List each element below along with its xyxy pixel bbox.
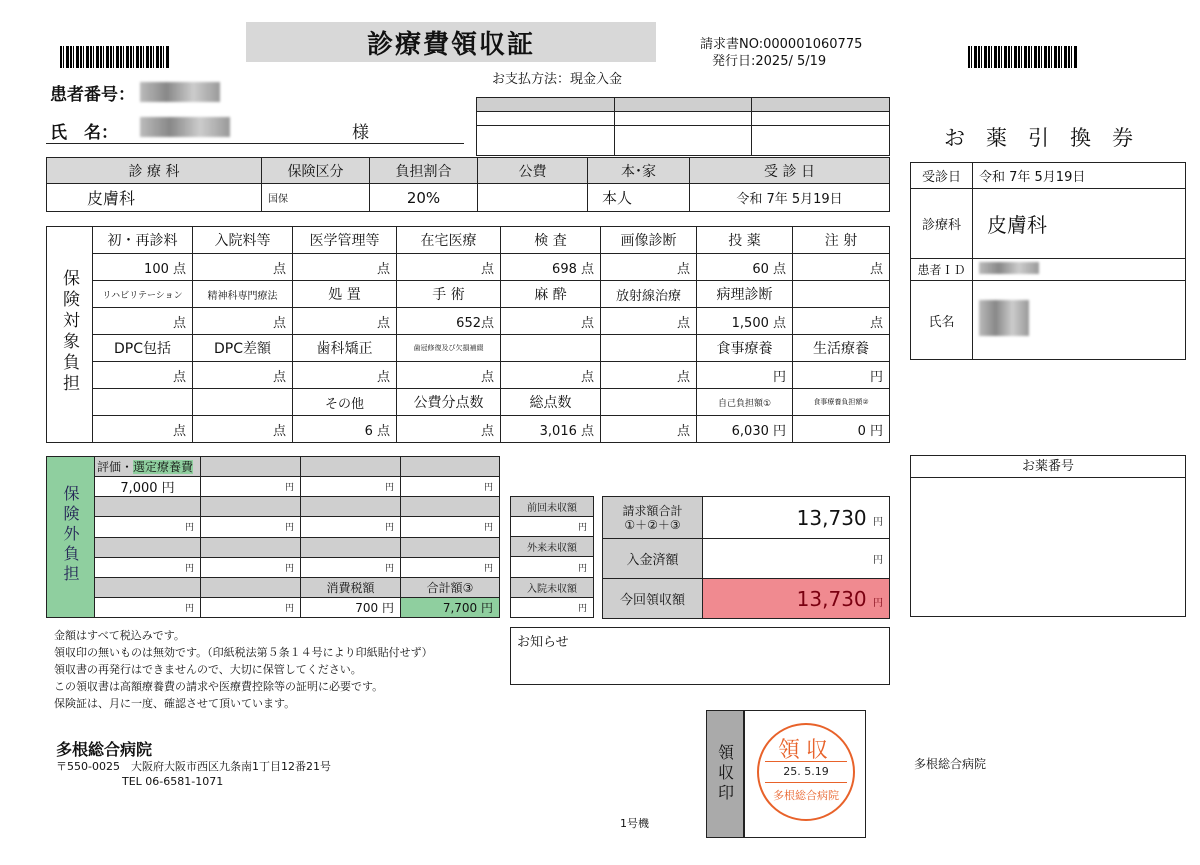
stamp-label: 領収印 xyxy=(706,710,744,838)
tax-value: 700 円 xyxy=(301,597,401,617)
point-value: 点 xyxy=(193,254,293,281)
point-value: 点 xyxy=(397,254,501,281)
insured-table xyxy=(46,226,890,443)
voucher-date-label: 受診日 xyxy=(911,163,973,189)
point-value: 点 xyxy=(397,416,501,443)
outpatient-arrears-label: 外来未収額 xyxy=(511,537,594,557)
received-label: 今回領収額 xyxy=(603,579,703,619)
point-value: 点 xyxy=(193,308,293,335)
voucher-title: お 薬 引 換 券 xyxy=(944,126,1133,150)
category-label: その他 xyxy=(293,389,397,416)
info-header: 受 診 日 xyxy=(690,158,890,184)
category-label xyxy=(793,281,890,308)
issue-date: 発行日:2025/ 5/19 xyxy=(712,54,827,69)
category-label: 画像診断 xyxy=(601,227,697,254)
burden-ratio: 20% xyxy=(370,184,478,212)
category-label: 自己負担額① xyxy=(697,389,793,416)
voucher-hospital: 多根総合病院 xyxy=(914,757,987,771)
patient-name-redacted xyxy=(140,117,230,137)
category-label: 病理診断 xyxy=(697,281,793,308)
point-value: 点 xyxy=(501,362,601,389)
info-header: 負担割合 xyxy=(370,158,478,184)
voucher-date-value: 令和 7年 5月19日 xyxy=(973,163,1186,189)
payment-method: お支払方法：現金入金 xyxy=(492,72,623,87)
yen-value: 円 xyxy=(697,362,793,389)
point-value: 点 xyxy=(193,416,293,443)
point-value: 点 xyxy=(93,308,193,335)
point-value: 1,500 点 xyxy=(697,308,793,335)
category-label: 投 薬 xyxy=(697,227,793,254)
receipt-title: 診療費領収証 xyxy=(246,22,656,62)
category-label: 処 置 xyxy=(293,281,397,308)
insured-type: 本人 xyxy=(588,184,690,212)
medicine-number-box xyxy=(910,455,1186,617)
name-underline xyxy=(46,143,464,144)
info-table xyxy=(46,157,890,212)
category-label: 手 術 xyxy=(397,281,501,308)
category-label: 検 査 xyxy=(501,227,601,254)
point-value: 6 点 xyxy=(293,416,397,443)
voucher-name-redacted xyxy=(979,300,1029,336)
point-value: 点 xyxy=(293,362,397,389)
hospital-name: 多根総合病院 xyxy=(56,740,153,759)
category-label: 麻 酔 xyxy=(501,281,601,308)
category-label xyxy=(501,335,601,362)
yen-value: 円 xyxy=(301,517,401,537)
billed-total-value: 13,730 xyxy=(796,505,867,530)
yen-value: 円 xyxy=(95,597,201,617)
point-value: 点 xyxy=(793,308,890,335)
receipt-seal xyxy=(757,723,855,821)
yen-value: 円 xyxy=(401,557,500,577)
eval-header: 評価・ xyxy=(97,460,134,475)
insurance-type: 国保 xyxy=(262,184,370,212)
voucher-table xyxy=(910,162,1186,360)
point-value: 点 xyxy=(601,308,697,335)
arrears-table xyxy=(510,496,594,618)
point-value: 点 xyxy=(793,254,890,281)
selected-care-highlight: 選定療養費 xyxy=(133,460,194,475)
point-value: 100 点 xyxy=(93,254,193,281)
paid-label: 入金済額 xyxy=(603,539,703,579)
note-line: 保険証は、月に一度、確認させて頂いています。 xyxy=(54,697,296,710)
point-value: 点 xyxy=(397,362,501,389)
yen-value: 7,000 円 xyxy=(95,477,201,497)
honorific: 様 xyxy=(352,123,369,143)
category-label: 歯冠修復及び欠損補綴 xyxy=(397,335,501,362)
seal-date: 25. 5.19 xyxy=(783,765,829,778)
yen-value: 円 xyxy=(201,557,301,577)
inpatient-arrears-value: 円 xyxy=(511,597,594,617)
note-line: 領収印の無いものは無効です。（印紙税法第５条１４号により印紙貼付せず） xyxy=(54,646,433,659)
total-label: 合計額③ xyxy=(401,577,500,597)
uninsured-table xyxy=(46,456,500,618)
prev-arrears-label: 前回未収額 xyxy=(511,497,594,517)
yen-value: 円 xyxy=(401,517,500,537)
note-line: 領収書の再発行はできませんので、大切に保管してください。 xyxy=(54,663,362,676)
point-value: 点 xyxy=(293,254,397,281)
machine-no: 1号機 xyxy=(620,817,649,830)
category-label: 注 射 xyxy=(793,227,890,254)
category-label: 総点数 xyxy=(501,389,601,416)
info-header: 診 療 科 xyxy=(47,158,262,184)
point-value: 点 xyxy=(293,308,397,335)
point-value: 点 xyxy=(93,416,193,443)
category-label: 歯科矯正 xyxy=(293,335,397,362)
category-label: 公費分点数 xyxy=(397,389,501,416)
yen-value: 円 xyxy=(301,557,401,577)
yen-value: 円 xyxy=(201,477,301,497)
voucher-dept-value: 皮膚科 xyxy=(973,189,1186,259)
stamp-grid xyxy=(476,97,890,156)
prev-arrears-value: 円 xyxy=(511,517,594,537)
voucher-name-label: 氏名 xyxy=(911,281,973,360)
insured-label: 保険対象負担 xyxy=(47,227,93,443)
note-line: この領収書は高額療養費の請求や医療費控除等の証明に必要です。 xyxy=(54,680,384,693)
hospital-address: 〒550-0025 大阪府大阪市西区九条南1丁目12番21号 xyxy=(56,760,331,773)
notes xyxy=(54,627,433,712)
yen-unit: 円 xyxy=(873,555,883,566)
category-label: 放射線治療 xyxy=(601,281,697,308)
point-value: 点 xyxy=(601,254,697,281)
yen-unit: 円 xyxy=(873,597,883,609)
barcode-left xyxy=(60,46,170,68)
yen-value: 円 xyxy=(95,557,201,577)
yen-value: 円 xyxy=(793,362,890,389)
category-label: DPC差額 xyxy=(193,335,293,362)
self-burden-value: 6,030 円 xyxy=(697,416,793,443)
category-label: 在宅医療 xyxy=(397,227,501,254)
seal-bottom: 多根総合病院 xyxy=(773,789,839,802)
category-label xyxy=(93,389,193,416)
medicine-number-label: お薬番号 xyxy=(911,456,1185,478)
patient-no-redacted xyxy=(140,82,220,102)
category-label: 生活療養 xyxy=(793,335,890,362)
public-expense xyxy=(478,184,588,212)
category-label: 医学管理等 xyxy=(293,227,397,254)
notice-label: お知らせ xyxy=(517,635,569,650)
note-line: 金額はすべて税込みです。 xyxy=(54,629,185,642)
info-header: 本･家 xyxy=(588,158,690,184)
category-label: 食事療養 xyxy=(697,335,793,362)
billed-total-label: 請求額合計 ①＋②＋③ xyxy=(603,497,703,539)
category-label: リハビリテーション xyxy=(93,281,193,308)
department-value: 皮膚科 xyxy=(47,184,262,212)
name-label: 氏 名： xyxy=(50,123,118,143)
category-label: 初・再診料 xyxy=(93,227,193,254)
point-value: 652点 xyxy=(397,308,501,335)
inpatient-arrears-label: 入院未収額 xyxy=(511,577,594,597)
category-label: 食事療養負担額② xyxy=(793,389,890,416)
uninsured-total: 7,700 円 xyxy=(401,597,500,617)
notice-box xyxy=(510,627,890,685)
category-label: DPC包括 xyxy=(93,335,193,362)
outpatient-arrears-value: 円 xyxy=(511,557,594,577)
yen-value: 円 xyxy=(301,477,401,497)
yen-value: 円 xyxy=(401,477,500,497)
uninsured-label: 保険外負担 xyxy=(47,457,95,618)
voucher-dept-label: 診療科 xyxy=(911,189,973,259)
voucher-pid-redacted xyxy=(979,262,1039,274)
patient-no-label: 患者番号： xyxy=(50,85,135,105)
info-header: 公費 xyxy=(478,158,588,184)
point-value: 点 xyxy=(193,362,293,389)
received-value: 13,730 xyxy=(796,586,867,611)
totals-table xyxy=(602,496,890,619)
stamp-box xyxy=(744,710,866,838)
yen-value: 円 xyxy=(95,517,201,537)
barcode-right xyxy=(968,46,1078,68)
category-label: 入院料等 xyxy=(193,227,293,254)
point-value: 点 xyxy=(601,362,697,389)
total-points: 3,016 点 xyxy=(501,416,601,443)
yen-unit: 円 xyxy=(873,516,883,528)
invoice-no: 請求書NO:000001060775 xyxy=(700,37,863,52)
meal-burden-value: 0 円 xyxy=(793,416,890,443)
category-label: 精神科専門療法 xyxy=(193,281,293,308)
point-value: 698 点 xyxy=(501,254,601,281)
category-label xyxy=(601,389,697,416)
voucher-pid-label: 患者ＩＤ xyxy=(911,259,973,281)
point-value: 点 xyxy=(601,416,697,443)
info-header: 保険区分 xyxy=(262,158,370,184)
yen-value: 円 xyxy=(201,517,301,537)
point-value: 点 xyxy=(93,362,193,389)
point-value: 60 点 xyxy=(697,254,793,281)
tax-label: 消費税額 xyxy=(301,577,401,597)
hospital-tel: TEL 06-6581-1071 xyxy=(122,775,224,788)
seal-top: 領収 xyxy=(777,738,834,763)
category-label xyxy=(601,335,697,362)
point-value: 点 xyxy=(501,308,601,335)
visit-date: 令和 7年 5月19日 xyxy=(690,184,890,212)
yen-value: 円 xyxy=(201,597,301,617)
category-label xyxy=(193,389,293,416)
